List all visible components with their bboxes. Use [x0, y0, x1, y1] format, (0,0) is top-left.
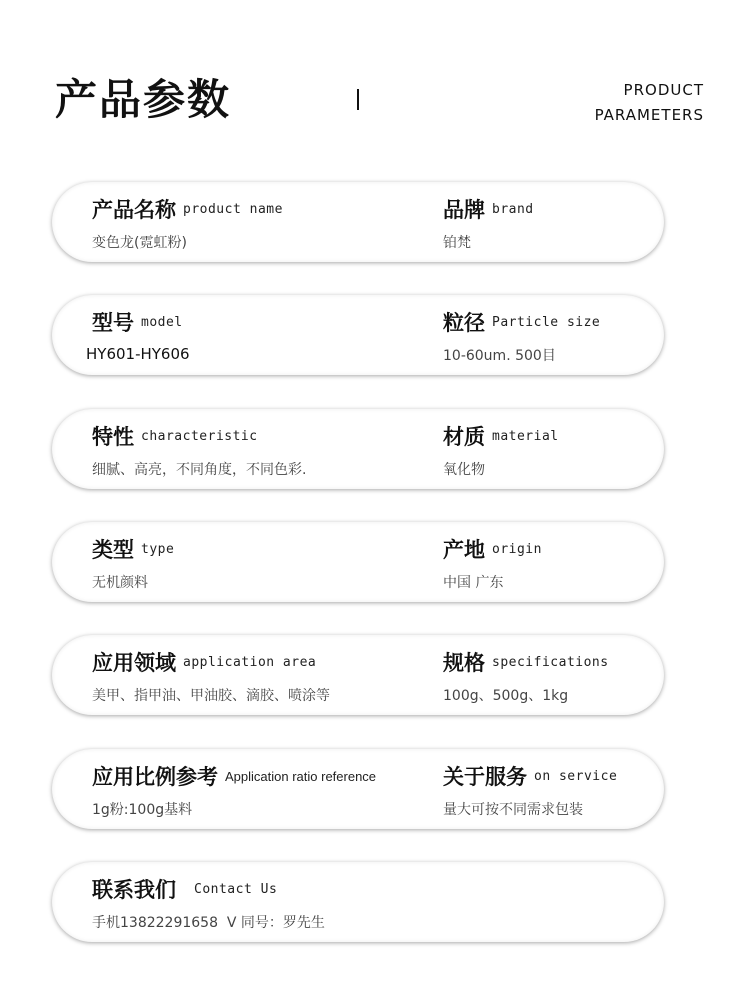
param-label-zh: 材质 — [443, 425, 485, 449]
param-value: 氧化物 — [443, 462, 485, 478]
param-value: 1g粉:100g基料 — [92, 802, 193, 818]
param-card-characteristic-material — [52, 409, 664, 489]
param-label-zh: 产品名称 — [92, 198, 176, 222]
contact-value: 手机13822291658 V 同号：罗先生 — [92, 915, 325, 931]
param-value: 100g、500g、1kg — [443, 688, 569, 704]
param-particle-size — [443, 295, 655, 375]
param-value: 变色龙(霓虹粉) — [92, 235, 187, 251]
param-value: HY601-HY606 — [86, 345, 190, 363]
param-label-en: Particle size — [492, 314, 601, 330]
param-label-zh: 规格 — [443, 651, 485, 675]
param-value: 量大可按不同需求包装 — [443, 802, 583, 818]
param-label-zh: 产地 — [443, 538, 485, 562]
param-card-product-brand — [52, 182, 664, 262]
param-label-zh: 应用领域 — [92, 651, 176, 675]
param-value: 中国 广东 — [443, 575, 504, 591]
param-label-zh: 型号 — [92, 311, 134, 335]
param-value: 美甲、指甲油、甲油胶、滴胶、喷涂等 — [92, 688, 330, 704]
param-application-ratio — [92, 749, 432, 829]
param-label-zh: 类型 — [92, 538, 134, 562]
param-characteristic — [92, 409, 432, 489]
param-card-ratio-service — [52, 749, 664, 829]
param-label-en: product name — [183, 201, 283, 217]
param-brand — [443, 182, 655, 262]
param-label-en: specifications — [492, 654, 609, 670]
param-value: 10-60um. 500目 — [443, 348, 556, 364]
page-subtitle — [595, 78, 704, 128]
param-label-zh: 关于服务 — [443, 765, 527, 789]
param-card-type-origin — [52, 522, 664, 602]
param-label-zh: 特性 — [92, 425, 134, 449]
param-application-area — [92, 635, 432, 715]
param-card-application-specifications — [52, 635, 664, 715]
subtitle-line-2: PARAMETERS — [594, 106, 704, 124]
param-material — [443, 409, 655, 489]
param-label-zh: 粒径 — [443, 311, 485, 335]
subtitle-line-1: PRODUCT — [623, 81, 704, 99]
param-label-en: type — [141, 541, 175, 557]
param-specifications — [443, 635, 655, 715]
param-contact — [92, 862, 632, 942]
param-label-en: Contact Us — [194, 881, 278, 897]
param-service — [443, 749, 655, 829]
param-type — [92, 522, 432, 602]
param-model — [86, 295, 432, 375]
param-label-en: Application ratio reference — [225, 768, 377, 784]
param-value: 铂梵 — [443, 235, 471, 251]
param-label-en: model — [141, 314, 183, 330]
param-label-en: application area — [183, 654, 317, 670]
param-label-zh: 联系我们 — [92, 878, 176, 902]
param-product-name — [92, 182, 432, 262]
param-label-en: brand — [492, 201, 534, 217]
param-value: 无机颜料 — [92, 575, 148, 591]
param-label-zh: 应用比例参考 — [92, 765, 218, 789]
title-divider — [357, 89, 359, 110]
param-label-zh: 品牌 — [443, 198, 485, 222]
param-label-en: origin — [492, 541, 542, 557]
param-card-contact — [52, 862, 664, 942]
param-value: 细腻、高亮，不同角度，不同色彩. — [92, 462, 307, 478]
param-label-en: material — [492, 428, 559, 444]
param-origin — [443, 522, 655, 602]
param-label-en: on service — [534, 768, 618, 784]
param-label-en: characteristic — [141, 428, 258, 444]
param-card-model-size — [52, 295, 664, 375]
page-title: 产品参数 — [55, 75, 232, 124]
